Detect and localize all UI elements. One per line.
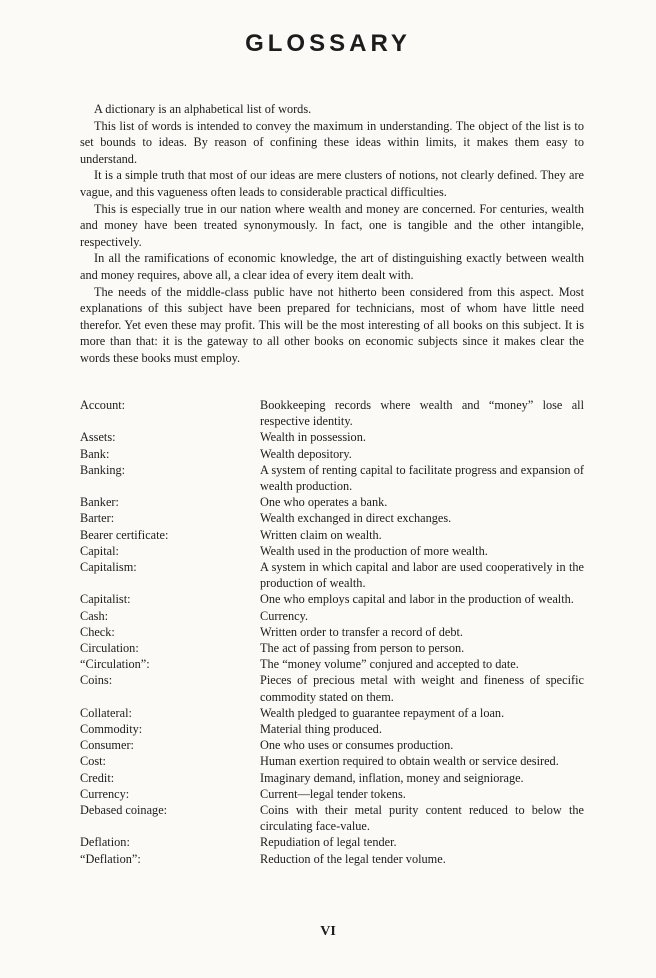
glossary-entry [80,770,584,786]
intro-paragraph: This is especially true in our nation where wealth and money are concerned. For centuries, wealth and money have been treated synonymously. In fact, one is tangible and the other intangible, respectively. [80,201,584,249]
glossary-term: Assets: [80,430,116,445]
glossary-entry [80,656,584,672]
glossary-entry [80,721,584,737]
glossary-term: Banker: [80,495,119,510]
glossary-definition: Wealth in possession. [260,430,366,445]
glossary-term: “Deflation”: [80,851,141,866]
intro-paragraph: The needs of the middle-class public have not hitherto been considered from this aspect. Most explanations of this subject have been prepared for technicians, most of whom have little need therefor. Yet even these may profit. This will be the most interesting of all books on this subject. It is more than that: it is the gateway to all other books on economic subjects since it makes clear the words these books must employ. [80,284,584,365]
glossary-term: Banking: [80,462,126,477]
glossary-definition: Currency. [260,608,309,623]
intro-paragraph: In all the ramifications of economic knowledge, the art of distinguishing exactly between wealth and money requires, above all, a clear idea of every item dealt with. [80,251,584,282]
glossary-term: Circulation: [80,641,139,656]
glossary-definition: Bookkeeping records where wealth and “money” lose all respective identity. [260,398,584,429]
glossary-entry [80,543,584,559]
glossary-definition: Reduction of the legal tender volume. [260,851,446,866]
glossary-definition: Material thing produced. [260,722,382,737]
glossary-term: Account: [80,398,126,412]
glossary-term: Collateral: [80,705,132,720]
glossary-entry [80,834,584,850]
glossary-definition: Repudiation of legal tender. [260,835,397,850]
glossary-definition: Wealth depository. [260,446,352,461]
glossary-definition: Written order to transfer a record of debt. [260,624,463,639]
glossary-term: Consumer: [80,738,134,753]
glossary-entry [80,591,584,607]
glossary-definition: Pieces of precious metal with weight and fineness of specific commodity stated on them. [260,673,584,704]
glossary-entry [80,705,584,721]
glossary-entry [80,786,584,802]
glossary-entry [80,446,584,462]
page-title: GLOSSARY [245,30,411,57]
glossary-definition: Written claim on wealth. [260,527,382,542]
glossary-term: Currency: [80,786,130,801]
glossary-entry [80,672,584,704]
glossary-definition: The “money volume” conjured and accepted to date. [260,657,519,672]
glossary-term: “Circulation”: [80,657,150,672]
glossary-term: Capitalism: [80,560,137,575]
page-number: VI [320,924,336,939]
intro-text [80,101,584,367]
glossary-term: Deflation: [80,835,130,850]
glossary-entry [80,429,584,445]
glossary-entry [80,753,584,769]
intro-paragraph: A dictionary is an alphabetical list of words. [94,102,312,116]
glossary-term: Cash: [80,608,109,623]
glossary-definition: The act of passing from person to person. [260,641,465,656]
glossary-definition: Imaginary demand, inflation, money and seigniorage. [260,770,524,785]
glossary-term: Capitalist: [80,592,131,607]
glossary-entry [80,624,584,640]
glossary-term: Barter: [80,511,115,526]
glossary-definition: Wealth exchanged in direct exchanges. [260,511,452,526]
glossary-definition: Current—legal tender tokens. [260,786,406,801]
glossary-term: Capital: [80,543,119,558]
glossary-term: Bank: [80,446,110,461]
glossary-term: Cost: [80,754,106,769]
glossary-definition: Wealth used in the production of more wealth. [260,543,488,558]
glossary-term: Coins: [80,673,113,688]
glossary-definition: One who employs capital and labor in the production of wealth. [260,592,574,607]
glossary-entry [80,559,584,591]
glossary-term: Commodity: [80,722,143,737]
glossary-term: Bearer certificate: [80,527,169,542]
glossary-entry [80,802,584,834]
glossary-definition: Coins with their metal purity content reduced to below the circulating face-value. [260,803,584,834]
glossary-entry [80,397,584,429]
glossary-entry [80,851,584,867]
glossary-definition: A system in which capital and labor are used cooperatively in the production of wealth. [260,560,584,591]
glossary-definition: Wealth pledged to guarantee repayment of a loan. [260,705,505,720]
glossary-entry [80,527,584,543]
glossary-entry [80,510,584,526]
glossary-term: Check: [80,624,115,639]
glossary-definition: One who uses or consumes production. [260,738,454,753]
glossary-entry [80,608,584,624]
glossary-definition: A system of renting capital to facilitate progress and expansion of wealth production. [260,462,584,494]
glossary-term: Debased coinage: [80,803,168,818]
glossary-list [80,397,584,867]
glossary-entry [80,462,584,494]
glossary-entry [80,494,584,510]
intro-paragraph: This list of words is intended to convey the maximum in understanding. The object of the list is to set bounds to ideas. By reason of confining these ideas within limits, it makes them easy to understand. [80,118,584,166]
glossary-definition: Human exertion required to obtain wealth or service desired. [260,754,559,769]
glossary-entry [80,737,584,753]
intro-paragraph: It is a simple truth that most of our ideas are mere clusters of notions, not clearly defined. They are vague, and this vagueness often leads to considerable practical difficulties. [80,168,584,199]
glossary-term: Credit: [80,770,115,785]
glossary-entry [80,640,584,656]
glossary-definition: One who operates a bank. [260,495,388,510]
